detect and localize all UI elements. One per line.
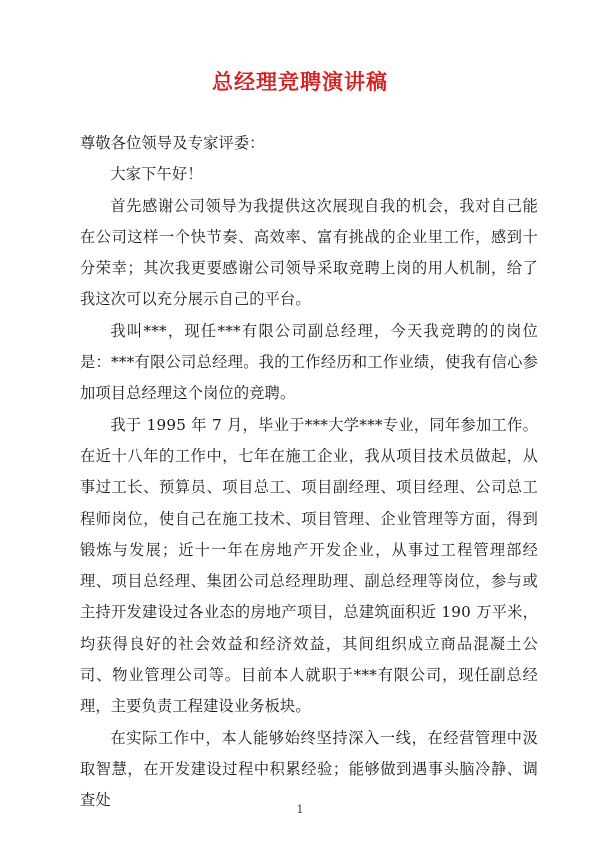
page-title: 总经理竞聘演讲稿 — [212, 69, 388, 94]
paragraph-work-practice: 在实际工作中，本人能够始终坚持深入一线，在经营管理中汲取智慧，在开发建设过程中积累经验；能够做到遇事头脑冷静、调查处 — [80, 728, 538, 810]
salutation: 尊敬各位领导及专家评委： — [80, 134, 265, 152]
paragraph-introduction: 我叫***，现任***有限公司副总经理，今天我竞聘的的岗位是：***有限公司总经理。我的工作经历和工作业绩，使我有信心参加项目总经理这个岗位的竞聘。 — [80, 321, 538, 403]
paragraph-experience: 我于 1995 年 7 月，毕业于***大学***专业，同年参加工作。在近十八年的工作中，七年在施工企业，我从项目技术员做起，从事过工长、预算员、项目总工、项目副经理、项目经理、公司总工程师岗位，使自己在施工技术、项目管理、企业管理等方面，得到锻炼与发展；近十一年在房地产开发企业，从事过工程管理部经理、项目总经理、集团公司总经理助理、副总经理等岗位，参与或主持开发建设过各业态的房地产项目，总建筑面积近 190 万平米，均获得良好的社会效益和经济效益，其间组织成立商品混凝土公司、物业管理公司等。目前本人就职于***有限公司，现任副总经理，主要负责工程建设业务板块。 — [80, 415, 538, 716]
page-number: 1 — [296, 803, 304, 816]
paragraph-thanks: 首先感谢公司领导为我提供这次展现自我的机会，我对自己能在公司这样一个快节奏、高效率、富有挑战的企业里工作，感到十分荣幸；其次我更要感谢公司领导采取竞聘上岗的用人机制，给了我这次可以充分展示自己的平台。 — [80, 196, 538, 309]
document-body — [80, 128, 538, 817]
paragraph-greeting: 大家下午好！ — [110, 165, 203, 184]
